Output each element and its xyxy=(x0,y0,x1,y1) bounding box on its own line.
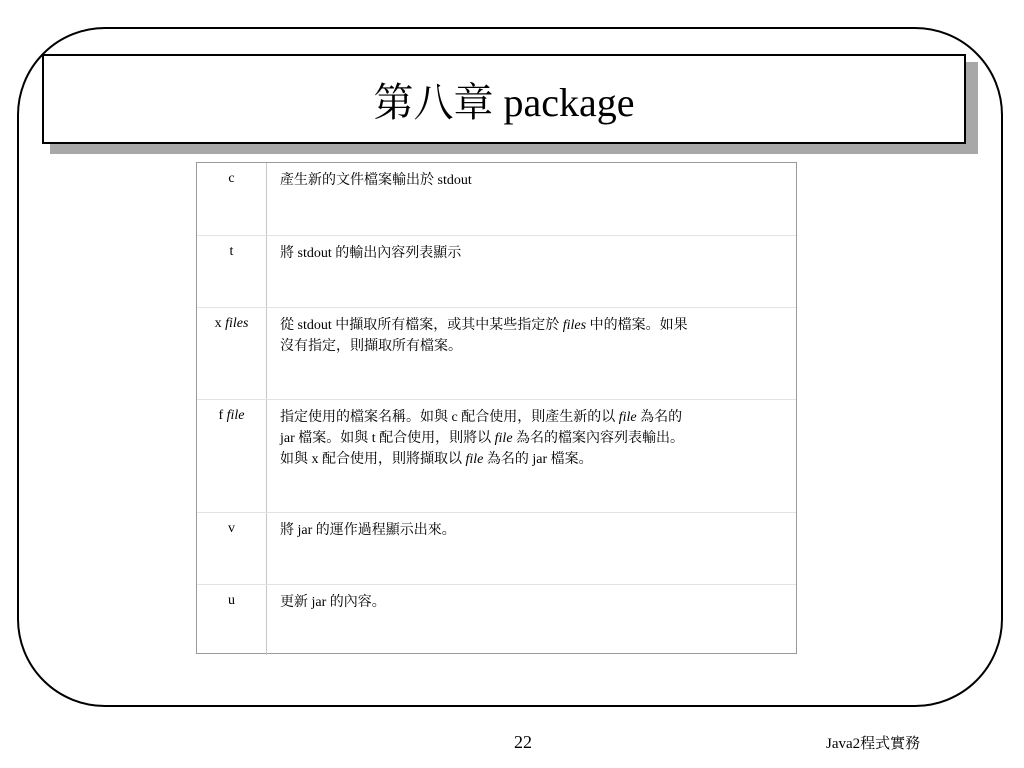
table-row xyxy=(197,235,796,307)
description-line xyxy=(280,243,784,264)
option-flag: u xyxy=(228,593,235,608)
description-text: 為名的檔案內容列表輸出。 xyxy=(512,431,685,446)
description-argument: file xyxy=(465,452,484,467)
description-text: 將 jar 的運作過程顯示出來。 xyxy=(280,523,456,538)
option-flag: v xyxy=(228,521,235,536)
option-key xyxy=(197,513,267,584)
description-text: 中的檔案。如果 xyxy=(586,318,688,333)
option-description xyxy=(267,163,796,235)
description-text: 產生新的文件檔案輸出於 stdout xyxy=(280,173,472,188)
table-row xyxy=(197,584,796,655)
description-text: 指定使用的檔案名稱。如與 c 配合使用，則產生新的以 xyxy=(280,410,619,425)
description-text: 將 stdout 的輸出內容列表顯示 xyxy=(280,246,462,261)
description-line xyxy=(280,428,784,449)
slide-title: 第八章 package xyxy=(373,79,635,125)
description-text: 如與 x 配合使用，則將擷取以 xyxy=(280,452,466,467)
page-number: 22 xyxy=(514,732,532,752)
option-flag: f xyxy=(218,408,224,423)
description-text: 沒有指定，則擷取所有檔案。 xyxy=(280,339,462,354)
description-text: jar 檔案。如與 t 配合使用，則將以 xyxy=(280,431,495,446)
table-row xyxy=(197,163,796,235)
description-argument: file xyxy=(494,431,513,446)
option-description xyxy=(267,236,796,307)
option-flag: x xyxy=(214,316,222,331)
option-key xyxy=(197,308,267,399)
option-flag: c xyxy=(228,171,235,186)
description-text: 更新 jar 的內容。 xyxy=(280,595,386,610)
description-line xyxy=(280,449,784,470)
option-key xyxy=(197,163,267,235)
option-flag: t xyxy=(229,244,234,259)
option-argument: files xyxy=(225,316,249,331)
option-description xyxy=(267,513,796,584)
description-line xyxy=(280,336,784,357)
option-description xyxy=(267,585,796,655)
slide-title-box xyxy=(42,54,966,144)
description-line xyxy=(280,315,784,336)
table-row xyxy=(197,512,796,584)
table-row xyxy=(197,399,796,512)
option-description xyxy=(267,400,796,512)
course-title: Java2程式實務 xyxy=(826,736,921,752)
description-argument: files xyxy=(562,318,587,333)
description-text: 為名的 xyxy=(636,410,683,425)
option-key xyxy=(197,585,267,655)
option-key xyxy=(197,236,267,307)
description-line xyxy=(280,170,784,191)
description-text: 為名的 jar 檔案。 xyxy=(483,452,593,467)
description-line xyxy=(280,520,784,541)
option-key xyxy=(197,400,267,512)
description-line xyxy=(280,592,784,613)
option-description xyxy=(267,308,796,399)
description-text: 從 stdout 中擷取所有檔案，或其中某些指定於 xyxy=(280,318,563,333)
description-line xyxy=(280,407,784,428)
table-row xyxy=(197,307,796,399)
description-argument: file xyxy=(618,410,637,425)
options-table xyxy=(196,162,797,654)
option-argument: file xyxy=(226,408,245,423)
